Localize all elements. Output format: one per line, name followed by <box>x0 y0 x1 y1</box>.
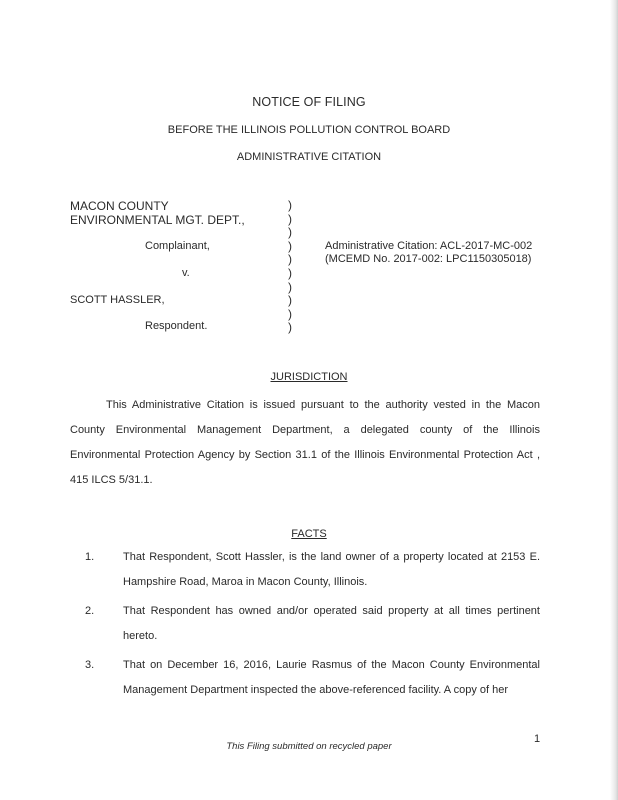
page-edge-shadow <box>610 0 618 800</box>
fact-number: 3. <box>85 659 95 671</box>
citation-number: Administrative Citation: ACL-2017-MC-002 <box>325 240 533 252</box>
caption-paren: ) <box>288 252 292 267</box>
complainant-name-line1: MACON COUNTY <box>70 199 169 213</box>
fact-number: 1. <box>85 551 95 563</box>
caption-paren: ) <box>288 225 292 240</box>
caption-paren: ) <box>288 266 292 280</box>
fact-number: 2. <box>85 605 95 617</box>
caption-paren: ) <box>288 293 292 308</box>
respondent-name: SCOTT HASSLER, <box>70 294 165 306</box>
jurisdiction-heading: JURISDICTION <box>270 371 348 383</box>
board-name: BEFORE THE ILLINOIS POLLUTION CONTROL BOARD <box>167 124 451 136</box>
respondent-label: Respondent. <box>145 320 208 332</box>
fact-text: That on December 16, 2016, Laurie Rasmus of the Macon County Environmental Management Department inspected the above-referenced facility. A copy of her <box>123 659 540 696</box>
recycled-paper-note: This Filing submitted on recycled paper <box>226 741 392 752</box>
facts-heading: FACTS <box>291 528 327 540</box>
complainant-label: Complainant, <box>145 240 210 252</box>
caption-paren: ) <box>288 306 292 321</box>
document-type: ADMINISTRATIVE CITATION <box>236 151 382 163</box>
caption-paren: ) <box>288 238 292 253</box>
fact-text: That Respondent has owned and/or operated said property at all times pertinent hereto. <box>123 605 540 642</box>
jurisdiction-paragraph: This Administrative Citation is issued pursuant to the authority vested in the Macon County Environmental Management Department, a delegated county of the Illinois Environmental Protection Agency by Section 31.1 of the Illinois Environmental Protection Act , 415 ILCS 5/31.1. <box>70 399 540 486</box>
versus-label: v. <box>182 267 190 279</box>
caption-paren: ) <box>288 211 292 226</box>
complainant-name-line2: ENVIRONMENTAL MGT. DEPT., <box>70 213 245 227</box>
page-number: 1 <box>534 733 541 745</box>
mcemd-number: (MCEMD No. 2017-002: LPC1150305018) <box>325 253 532 265</box>
caption-paren: ) <box>288 198 292 212</box>
caption-paren: ) <box>288 320 292 335</box>
caption-paren: ) <box>288 279 292 294</box>
notice-title: NOTICE OF FILING <box>252 95 366 109</box>
fact-text: That Respondent, Scott Hassler, is the land owner of a property located at 2153 E. Hampshire Road, Maroa in Macon County, Illinois. <box>123 551 540 588</box>
